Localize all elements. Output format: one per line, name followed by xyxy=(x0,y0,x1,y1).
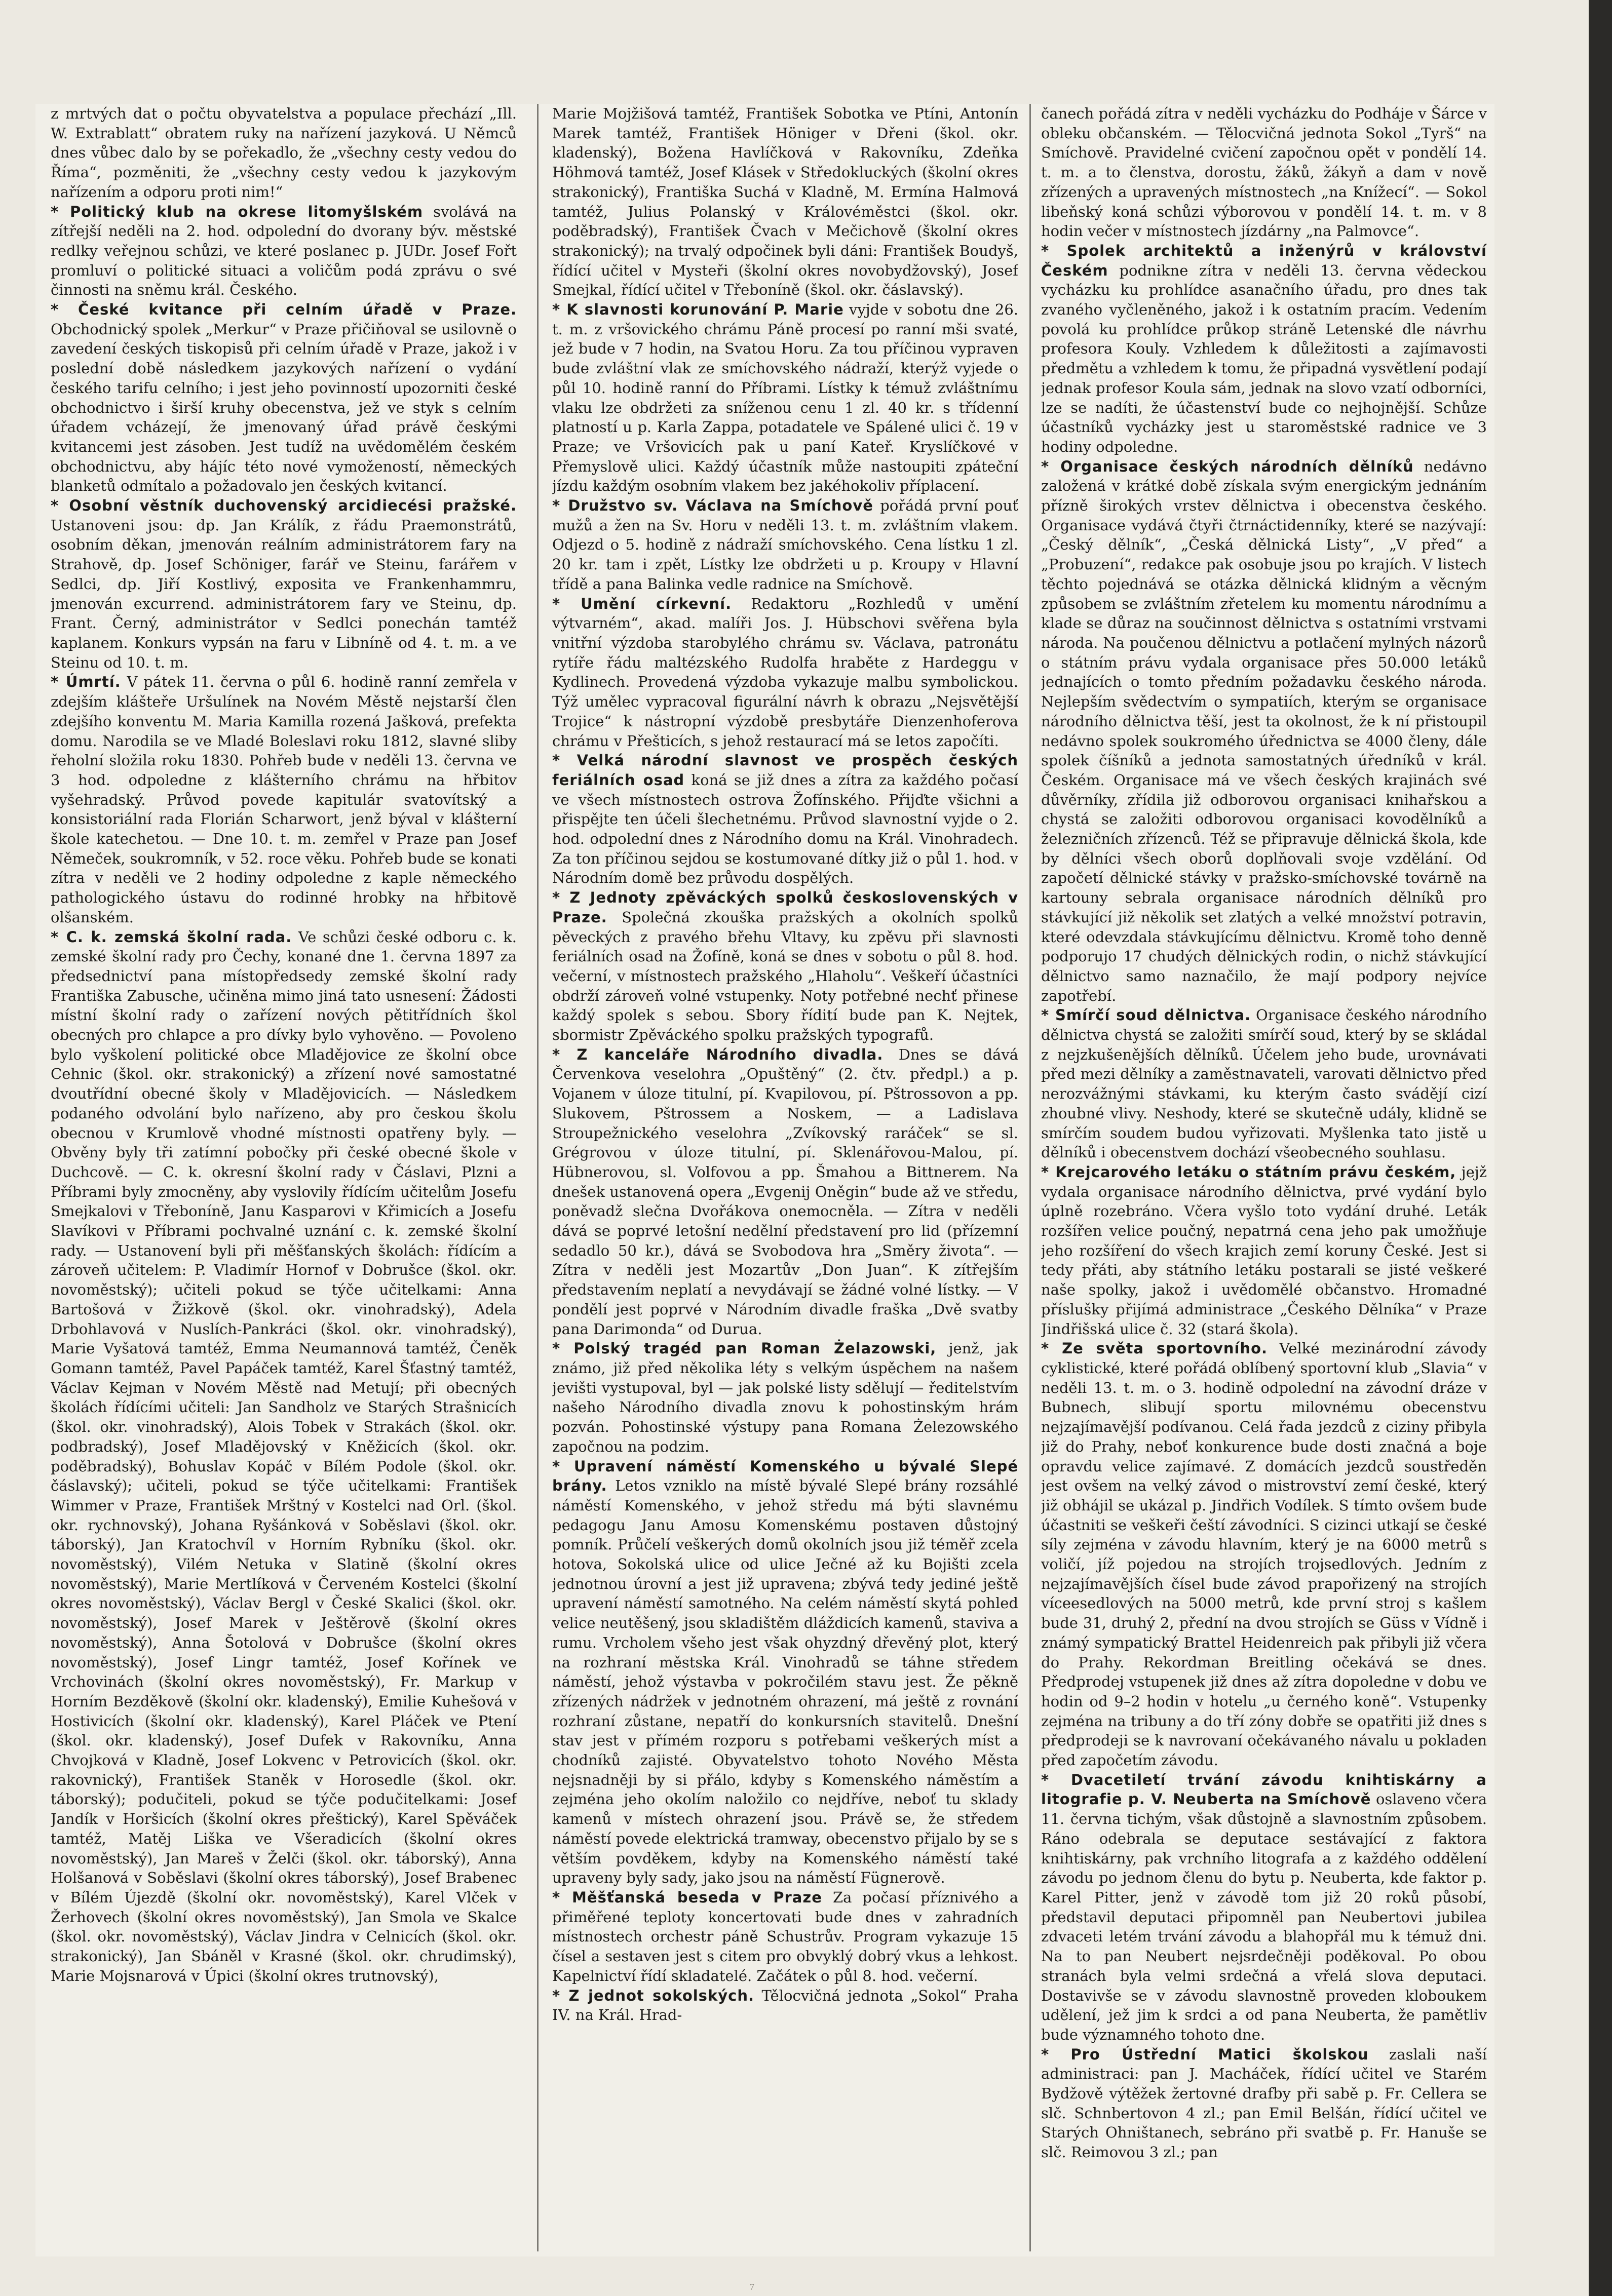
article-paragraph xyxy=(552,1045,1018,1339)
article-paragraph xyxy=(51,927,517,1986)
article-headline: * Pro Ústřední Matici školskou xyxy=(1041,2045,1369,2063)
article-paragraph xyxy=(1041,457,1487,1006)
article-headline: * Družstvo sv. Václava na Smíchově xyxy=(552,497,873,515)
article-body: z mrtvých dat o počtu obyvatelstva a populace přechází „Ill. W. Extrablatt“ obratem ruky na nařízení jazyková. U Němců dnes vůbec dalo by se pořekadlo, že „všechny cesty vedou do Říma“, pozměniti, že „všechny cesty vedou k jazykovým nařízením a odporu proti nim!“ xyxy=(51,105,517,201)
article-headline: * Polský tragéd pan Roman Żelazowski, xyxy=(552,1340,937,1357)
article-body: Tělocvičná jednota „Sokol“ Praha IV. na Král. Hrad- xyxy=(552,1987,1018,2024)
article-body: Letos vzniklo na místě bývalé Slepé brány rozsáhlé náměstí Komenského, v jehož středu má býti slavnému pedagogu Janu Amosu Komenskému postaven důstojný pomník. Průčelí veškerých domů okolních jsou již téměř zcela hotova, Sokolská ulice od ulice Ječné až ku Bojišti zcela jednotnou úrovní a jest již upravena; zbývá tedy jediné ještě upravení náměstí samotného. Na celém náměstí skytá pohled velice neutěšený, jsou skladištěm dláždicích kamenů, staviva a rumu. Vrcholem všeho jest však ohyzdný dřevěný plot, který na rozhraní městska Král. Vinohradů se táhne středem náměstí, jehož výstavba v pokročilém stavu jest. Že pěkně zřízených nádržek v jednotném ohrazení, má ještě z rovnání rozhraní zůstane, nepatří do konkursních stavitelů. Dnešní stav jest v přímém rozporu s potřebami veškerých míst a chodníků zajisté. Obyvatelstvo tohoto Nového Města nejsnadněji by si přálo, kdyby s Komenského náměstím a zejména jeho okolím naložilo co nejdříve, neboť tu sklady kamenů v místech ohrazení jsou. Právě se, že středem náměstí povede elektrická tramway, obecenstvo přijalo by se s větším povděkem, kdyby na Komenského náměstí také upraveny byly sady, jako jsou na náměstí Fügnerově. xyxy=(552,1477,1018,1887)
column-rule xyxy=(1029,104,1031,2251)
column-2 xyxy=(552,104,1018,2256)
article-paragraph xyxy=(1041,1770,1487,2045)
article-headline: * Politický klub na okrese litomyšlském xyxy=(51,203,424,220)
article-paragraph xyxy=(552,1339,1018,1456)
article-body: svolává na zítřejší neděli na 2. hod. odpolední do dvorany býv. městské redlky veřejnou schůzi, ve které poslanec p. JUDr. Josef Fořt promluví o politické situaci a voličům podá zprávu o své činnosti na sněmu král. Českého. xyxy=(51,203,517,299)
article-body: Dnes se dává Červenkova veselohra „Opuštěný“ (2. čtv. předpl.) a p. Vojanem v úloze titulní, pí. Kvapilovou, pí. Pštrossovon a pp. Slukovem, Pštrossem a Noskem, — a Ladislava Stroupežnického veselohra „Zvíkovský raráček“ se sl. Grégrovou v úloze titulní, pí. Sklenářovou-Malou, pí. Hübnerovou, sl. Volfovou a pp. Šmahou a Bittnerem. Na dnešek ustanovená opera „Evgenij Oněgin“ bude až ve středu, poněvadž slečna Dvořákova onemocněla. — Zítra v neděli dává se poprvé letošní nedělní představení pro lid (přízemní sedadlo 50 kr.), dává se Svobodova hra „Směry života“. — Zítra v neděli jest Mozartův „Don Juan“. K zítřejším představením neplatí a nevydávají se žádné volné lístky. — V pondělí jest poprvé v Národním divadle fraška „Dvě svatby pana Darimonda“ od Durua. xyxy=(552,1045,1018,1338)
article-paragraph xyxy=(1041,1162,1487,1339)
article-headline: * Velká národní slavnost ve prospěch českých feriálních osad xyxy=(552,752,1018,789)
article-body: Velké mezinárodní závody cyklistické, které pořádá oblíbený sportovní klub „Slavia“ v neděli 13. t. m. o 3. hodině odpolední na závodní dráze v Bubnech, slibují sportu milovnému obecenstvu nejzajímavější podívanou. Celá řada jezdců z ciziny přibyla již do Prahy, neboť konkurence bude dosti značná a boje opravdu velice zajímavé. Z domácích jezdců soustředěn jest ovšem na velký závod o mistrovství zemí české, který již obhájil se ukázal p. Jindřich Vodílek. S tímto ovšem bude účastniti se veškeři čeští závodníci. S cizinci utkají se české síly zejména v závodu hlavním, který je na 6000 metrů s voličí, jíž pojedou na strojích trojsedlových. Jedním z nejzajímavějších čísel bude závod prapořizený na strojích víceesedlových na 5000 metrů, kde první stroj s kašlem bude 31, druhý 2, přední na dvou strojích se Güss v Vídně i známý sympatický Brattel Heidenreich pak přibyli již včera do Prahy. Rekordman Breitling očekává se dnes. Předprodej vstupenek již dnes až zítra dopoledne v dobu ve hodin od 9–2 hodin v hotelu „u černého koně“. Vstupenky zejména na tribuny a do tří zóny dobře se opatřiti již dnes s předprodeji se k navrovaní očekávaného návalu u pokladen před započetím závodu. xyxy=(1041,1340,1487,1769)
article-body: nedávno založená v krátké době získala svým energickým jednáním přízně širokých vrstev dělnictva i obecenstva českého. Organisace vydává čtyři čtrnáctidenníky, které se nazývají: „Český dělník“, „Česká dělnická Listy“, „V před“ a „Probuzení“, redakce pak osobuje jsou po krajích. V listech těchto pojednává se otázka dělnická klidným a věcným způsobem se zvláštním zřetelem ku momentu národnímu a klade se důraz na součinnost dělnictva s ostatními vrstvami národa. Na poučenou dělnictvu a potlačení mylných názorů o státním právu vydala organisace přes 50.000 letáků jednajících o tomto předním požadavku českého národa. Nejlepším svědectvím o sympatiích, kterým se organisace národního dělnictva těší, jest ta okolnost, že k ní přistoupil nedávno spolek soukromého úřednictva se 4000 členy, dále spolek číšníků a jednota samostatných úředníků v král. Českém. Organisace má ve všech českých krajinách své důvěrníky, zřídila již odborovou organisaci knihařskou a chystá se založiti odborovou organisaci kovodělníků a železničních zřízenců. Též se připravuje dělnická škola, kde by dělníci všech oborů doplňovali svoje vzdělání. Od započetí dělnické stávky v pražsko-smíchovské továrně na kartouny sebrala organisace národních dělníků pro stávkující již několik set zlatých a velké množství potravin, které odevzdala stávkujícímu dělnictvu. Kromě toho denně podporujo 17 chudých dělnických rodin, o nichž stávkující dělnictvo samo naznačilo, že mají podpory nejvíce zapotřebí. xyxy=(1041,457,1487,1004)
article-body: Redaktoru „Rozhledů v umění výtvarném“, akad. malíři Jos. J. Hübschovi svěřena byla vnitřní výzdoba starobylého chrámu sv. Václava, patronátu rytíře řádu maltézského Rudolfa hraběte z Hardeggu v Kydlinech. Provedená výzdoba vykazuje malbu symbolickou. Týž umělec vypracoval figurální návrh k obrazu „Nejsvětější Trojice“ k nástropní výzdobě presbytáře Dienzenhoferova chrámu v Přešticích, s jehož restaurací má se letos započíti. xyxy=(552,595,1018,750)
article-body: vyjde v sobotu dne 26. t. m. z vršovického chrámu Páně procesí po ranní mši svaté, jež bude v 7 hodin, na Svatou Horu. Za tou příčinou vypraven bude zvláštní vlak ze smíchovského nádraží, kterýž vyjede o půl 10. hodině ranní do Příbrami. Lístky k témuž zvláštnímu vlaku lze obdržeti za sníženou cenu 1 zl. 40 kr. s třídenní platností u p. Karla Zappa, potadatele ve Spálené ulici č. 19 v Praze; ve Vršovicích pak u paní Kateř. Kryslíčkové v Přemyslově ulici. Každý účastník může nastoupiti zpáteční jízdu každým osobním vlakem bez jakéhokoliv příplacení. xyxy=(552,301,1018,495)
article-paragraph xyxy=(552,300,1018,496)
article-headline: * Z kanceláře Národního divadla. xyxy=(552,1045,884,1063)
article-headline: * Z jednot sokolských. xyxy=(552,1987,754,2004)
article-headline: * Ze světa sportovního. xyxy=(1041,1340,1268,1357)
page-footer-mark: 7 xyxy=(750,2282,754,2292)
article-headline: * Upravení náměstí Komenského u bývalé Slepé brány. xyxy=(552,1457,1018,1495)
article-paragraph xyxy=(51,496,517,672)
article-paragraph xyxy=(552,1457,1018,1888)
article-paragraph xyxy=(1041,1005,1487,1162)
article-paragraph xyxy=(552,496,1018,594)
article-paragraph xyxy=(552,888,1018,1045)
article-paragraph xyxy=(552,751,1018,888)
article-headline: * Úmrtí. xyxy=(51,673,121,691)
column-3 xyxy=(1041,104,1487,2256)
article-paragraph xyxy=(552,1888,1018,1986)
article-body: jenž, jak známo, již před několika léty s velkým úspěchem na našem jevišti vystupoval, byl — jak polské listy sdělují — ředitelstvím našeho Národního divadla znovu k pohostinským hrám pozván. Pohostinské výstupy pana Romana Żelezowského započnou na podzim. xyxy=(552,1340,1018,1455)
article-headline: * Měšťanská beseda v Praze xyxy=(552,1888,822,1906)
article-headline: * Krejcarového letáku o státním právu českém, xyxy=(1041,1163,1456,1181)
article-body: Společná zkouška pražských a okolních spolků pěveckých z pravého břehu Vltavy, ku zpěvu při slavnosti feriálních osad na Žofíně, koná se dnes v sobotu o půl 8. hod. večerní, v místnostech pražského „Hlaholu“. Veškeří účastníci obdrží zároveň volné vstupenky. Noty potřebné nechť přinese každý spolek s sebou. Sbory řídití bude pan K. Nejtek, sbormistr Zpěváckého spolku pražských typografů. xyxy=(552,908,1018,1044)
article-body: koná se již dnes a zítra za každého počasí ve všech místnostech ostrova Žofínského. Přijďte všichni a přispějte ten účeli šlechetnému. Průvod slavnostní vyjde o 2. hod. odpolední dnes z Národního domu na Král. Vinohradech. Za ton příčinou sejdou se kostumované dítky již o půl 1. hod. v Národním domě bez průvodu dospělých. xyxy=(552,771,1018,887)
article-body: V pátek 11. června o půl 6. hodině ranní zemřela v zdejším klášteře Uršulínek na Novém Městě nejstarší člen zdejšího konventu M. Maria Kamilla rozená Jašková, prefekta domu. Narodila se ve Mladé Boleslavi roku 1812, slavné sliby řeholní složila roku 1830. Pohřeb bude v neděli 13. června ve 3 hod. odpoledne z klášterního chrámu na hřbitov vyšehradský. Průvod povede kapitulár svatovítský a konsistoriální rada Florián Scharwort, jenž býval v klášterní škole katechetou. — Dne 10. t. m. zemřel v Praze pan Josef Němeček, soukromník, v 52. roce věku. Pohřeb bude se konati zítra v neděli ve 2 hodiny odpoledne z kaple německého pathologického ústavu do rodinné hrobky na hřbitově olšanském. xyxy=(51,673,517,926)
article-paragraph xyxy=(552,1986,1018,2025)
article-body: podnikne zítra v neděli 13. června vědeckou vycházku ku prohlídce asanačního úřadu, pro dnes tak zvaného vyčleněného, jakož i k ostatním pracím. Vedením povolá ku prohlídce průkop stráně Letenské dle návrhu profesora Kouly. Vzhledem k důležitosti a zajímavosti předmětu a vzhledem k tomu, že připadná vysvětlení podají jednak profesor Koula sám, jednak na slovo vzatí odborníci, lze se nadíti, že účastenství bude co nejhojnější. Schůze účastníků vycházky jest u staroměstské radnice ve 3 hodiny odpoledne. xyxy=(1041,261,1487,455)
article-headline: * Organisace českých národních dělníků xyxy=(1041,457,1414,475)
article-paragraph xyxy=(1041,241,1487,457)
article-headline: * Spolek architektů a inženýrů v království Českém xyxy=(1041,242,1487,279)
article-headline: * C. k. zemská školní rada. xyxy=(51,928,292,946)
article-paragraph xyxy=(51,104,517,202)
article-headline: * Z Jednoty zpěváckých spolků československých v Praze. xyxy=(552,889,1018,926)
article-headline: * České kvitance při celním úřadě v Praze. xyxy=(51,301,517,319)
article-body: zaslali naší administraci: pan J. Macháček, řídící učitel ve Starém Bydžově výtěžek žertovné drafby při sabě p. Fr. Cellera se slč. Schnbertovon 4 zl.; pan Emil Belšán, řídící učitel ve Starých Ohništanech, sebráno při svatbě p. Fr. Hanuše se slč. Reimovou 3 zl.; pan xyxy=(1041,2045,1487,2161)
article-paragraph xyxy=(51,202,517,300)
article-body: Organisace českého národního dělnictva chystá se založiti smírčí soud, který by se skládal z nejzkušenějších dělníků. Účelem jeho bude, urovnávati před mezi dělníky a zaměstnavateli, varovati dělnictvo před nerozvážnými stávkami, ku kterým často svádějí cizí zhoubné vlivy. Neshody, které se skutečně udály, klidně se smírčím soudem budou vyřizovati. Myšlenka tato jistě u dělníků i obecenstvem dochází všeobecného souhlasu. xyxy=(1041,1006,1487,1161)
article-paragraph xyxy=(1041,1339,1487,1770)
scan-edge-shadow xyxy=(1589,0,1612,2296)
article-paragraph xyxy=(51,300,517,496)
article-paragraph xyxy=(552,594,1018,751)
article-body: Obchodnický spolek „Merkur“ v Praze přičiňoval se usilovně o zavedení českých tiskopisů při celním úřadě v Praze, jakož i v poslední době následkem jazykových nařízení o vydání českého tarifu celního; i jest jeho povinností upozorniti české obchodnictvo i širší kruhy obecenstva, jež ve styk s celním úřadem vcházejí, že jmenovaný úřad právě českými kvitancemi jest zásoben. Jest tudíž na uvědomělém českém obchodnictvu, aby hájíc této nové vymožeností, německých blanketů odmítalo a požadovalo jen českých kvitancí. xyxy=(51,320,517,495)
article-paragraph xyxy=(1041,104,1487,241)
article-headline: * Dvacetiletí trvání závodu knihtiskárny a litografie p. V. Neuberta na Smíchově xyxy=(1041,1771,1487,1808)
article-body: Ve schůzi české odboru c. k. zemské školní rady pro Čechy, konané dne 1. června 1897 za předsednictví pana místopředsedy zemské školní rady Františka Zabusche, učiněna mimo jiná tato usnesení: Žádosti místní školní rady o zařízení nových pětitřídních škol obecných pro chlapce a pro dívky bylo vyhověno. — Povoleno bylo vyškolení politické obce Mladějovice ze školní obce Cehnic (škol. okr. strakonický) a zřízení nové samostatné dvoutřídní obecné školy v Mladějovicích. — Následkem podaného odvolání bylo nařízeno, aby pro českou školu obecnou v Krumlově vhodné místnosti opatřeny byly. — Obvěny byly tři zatímní pobočky při české obecné škole v Duchcově. — C. k. okresní školní rady v Čáslavi, Plzni a Příbrami byly zmocněny, aby vyslovily řídícím učitelům Josefu Smejkalovi v Třeboníně, Janu Kasparovi v Křimicích a Josefu Slavíkovi v Příbrami pochvalné uznání c. k. zemské školní rady. — Ustanovení byli při měšťanských školách: řídícím a zároveň učitelem: P. Vladimír Hornof v Dobrušce (škol. okr. novoměstský); učiteli pokud se týče učitelkami: Anna Bartošová v Žižkově (škol. okr. vinohradský), Adela Drbohlavová v Nuslích-Pankráci (škol. okr. vinohradský), Marie Vyšatová tamtéž, Emma Neumannová tamtéž, Čeněk Gomann tamtéž, Pavel Papáček tamtéž, Karel Šťastný tamtéž, Václav Kejman v Novém Městě nad Metují; při obecných školách řídícími učiteli: Jan Sandholz ve Starých Strašnicích (škol. okr. vinohradský), Alois Tobek v Strakách (škol. okr. podbradský), Josef Mladějovský v Kněžicích (škol. okr. poděbradský), Bohuslav Kopáč v Bílém Podole (škol. okr. čáslavský); učiteli, pokud se týče učitelkami: František Wimmer v Praze, František Mrštný v Kostelci nad Orl. (škol. okr. rychnovský), Johana Ryšánková v Soběslavi (škol. okr. táborský), Jan Kratochvíl v Horním Rybníku (škol. okr. novoměstský), Vilém Netuka v Slatině (školní okres novoměstský), Marie Mertlíková v Červeném Kostelci (školní okres novoměstský), Václav Bergl v České Skalici (škol. okr. novoměstský), Josef Marek v Ještěrově (školní okres novoměstský), Anna Šotolová v Dobrušce (školní okres novoměstský), Josef Lingr tamtéž, Josef Kořínek ve Vrchovinách (školní okres novoměstský), Fr. Markup v Horním Bezděkově (školní okr. kladenský), Emilie Kuhešová v Hostivicích (školní okr. kladenský), Karel Pláček ve Ptení (škol. okr. kladenský), Josef Dufek v Rakovníku, Anna Chvojková v Kladně, Josef Lokvenc v Petrovicích (škol. okr. rakovnický), František Staněk v Horosedle (škol. okr. táborský); podučiteli, pokud se týče podučitelkami: Josef Jandík v Horšicích (školní okres přeštický), Karel Spěváček tamtéž, Matěj Liška ve Všeradicích (školní okres novoměstský), Jan Mareš v Želči (škol. okr. táborský), Anna Holšanová v Soběslavi (školní okres táborský), Josef Brabenec v Bílém Újezdě (školní okr. novoměstský), Karel Vlček v Žerhovech (školní okres novoměstský), Jan Smola ve Skalce (škol. okr. novoměstský), Václav Jindra v Celnicích (škol. okr. strakonický), Jan Sbáněl v Krasné (škol. okr. chrudimský), Marie Mojsnarová v Úpici (školní okres trutnovský), xyxy=(51,928,517,1984)
article-paragraph xyxy=(552,104,1018,300)
article-body: pořádá první pouť mužů a žen na Sv. Horu v neděli 13. t. m. zvláštním vlakem. Odjezd o 5. hodině z nádraží smíchovského. Cena lístku 1 zl. 20 kr. tam i zpět, Lístky lze obdržeti u p. Kroupy v Hlavní třídě a pana Balinka vedle radnice na Smíchově. xyxy=(552,497,1018,593)
article-headline: * Osobní věstník duchovenský arcidiecési pražské. xyxy=(51,497,517,515)
article-headline: * Smírčí soud dělnictva. xyxy=(1041,1006,1251,1024)
article-paragraph xyxy=(1041,2045,1487,2162)
article-body: jejž vydala organisace národního dělnictva, prvé vydání bylo úplně rozebráno. Včera vyšlo toto vydání druhé. Leták rozšířen velice poučný, nepatrná cena jeho pak umožňuje jeho rozšíření do všech krajich zemí koruny České. Jest si tedy přáti, aby státního letáku postarali se jisté veškeré naše spolky, jakož i uvědomělé občanstvo. Hromadné příslušky přijímá administrace „Českého Dělníka“ v Praze Jindřišská ulice č. 32 (stará škola). xyxy=(1041,1163,1487,1338)
article-body: čanech pořádá zítra v neděli vycházku do Podháje v Šárce v obleku občanském. — Tělocvičná jednota Sokol „Tyrš“ na Smíchově. Pravidelné cvičení započnou opět v pondělí 14. t. m. a to členstva, dorostu, žáků, žákyň a dam v nově zřízených a upravených místnostech „na Knížecí“. — Sokol libeňský koná schůzi výborovou v pondělí 14. t. m. v 8 hodin večer v místnostech jízdárny „na Palmovce“. xyxy=(1041,105,1487,240)
column-rule xyxy=(537,104,539,2251)
newspaper-page xyxy=(35,104,1494,2256)
article-body: oslaveno včera 11. června tichým, však důstojně a slavnostním způsobem. Ráno odebrala se deputace sestávající z faktora knihtiskárny, pak vrchního litografa a z každého oddělení závodu po jednom členu do bytu p. Neuberta, kde faktor p. Karel Pitter, jenž v závodě tom již 20 roků působí, představil deputaci připomněl pan Neubertovi jubilea zdvaceti letém trvání závodu a blahopřál mu k témuž dni. Na to pan Neubert nejsrdečněji poděkoval. Po obou stranách byla velmi srdečná a vřelá slova deputaci. Dostavivše se v závodu slavnostně proveden kloboukem udělení, jež jim k srdci a od pana Neuberta, že pamětliv bude významného tohoto dne. xyxy=(1041,1791,1487,2043)
article-body: Za počasí příznivého a přiměřené teploty koncertovati bude dnes v zahradních místnostech orchestr páně Schustrův. Program vykazuje 15 čísel a sestaven jest s citem pro obvyklý dobrý vkus a lehkost. Kapelnictví řídí skladatelé. Začátek o půl 8. hod. večerní. xyxy=(552,1888,1018,1984)
column-1 xyxy=(51,104,517,2256)
article-paragraph xyxy=(51,672,517,927)
article-body: Ustanoveni jsou: dp. Jan Králík, z řádu Praemonstrátů, osobním děkan, jmenován reálním administrátorem fary na Strahově, dp. Josef Schöniger, farář ve Steinu, farářem v Sedlci, dp. Jiří Kostlivý, exposita ve Frankenhammru, jmenován excurrend. administrátorem fary ve Steinu, dp. Frant. Černý, administrátor v Sedlci ponechán tamtéž kaplanem. Konkurs vypsán na faru v Libníně od 4. t. m. a ve Steinu od 10. t. m. xyxy=(51,516,517,671)
article-headline: * K slavnosti korunování P. Marie xyxy=(552,301,844,319)
article-headline: * Umění církevní. xyxy=(552,595,732,612)
article-body: Marie Mojžišová tamtéž, František Sobotka ve Ptíni, Antonín Marek tamtéž, František Höniger v Dřeni (škol. okr. kladenský), Božena Havlíčková v Rakovníku, Zdeňka Höhmová tamtéž, Josef Klásek v Středokluckých (školní okres strakonický), Františka Suchá v Kladně, M. Ermína Halmová tamtéž, Julius Polanský v Královéměstci (škol. okr. poděbradský), František Čvach v Mečichově (školní okres strakonický); na trvalý odpočinek byli dáni: František Boudyš, řídící učitel v Mysteři (školní okres novobydžovský), Josef Smejkal, řídící učitel v Třeboníně (škol. okr. čáslavský). xyxy=(552,105,1018,299)
